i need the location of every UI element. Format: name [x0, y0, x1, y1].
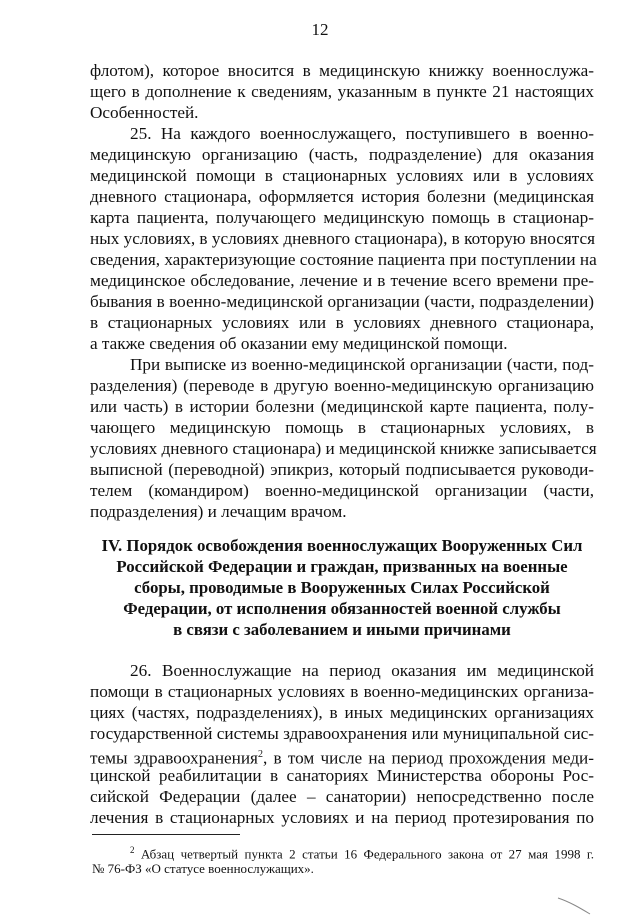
footnote-separator [92, 834, 240, 835]
page-number: 12 [311, 20, 329, 39]
section-heading-line: в связи с заболеванием и иными причинами [173, 620, 511, 639]
text-line: цинской реабилитации в санаториях Министерства обороны Рос- [90, 766, 594, 785]
footnote-line: № 76-ФЗ «О статусе военнослужащих». [92, 861, 314, 876]
footnote-text: Абзац четвертый пункта 2 статьи 16 Федерального закона от 27 мая 1998 г. [134, 846, 594, 862]
section-heading-line: Федерации, от исполнения обязанностей военной службы [123, 599, 561, 618]
text-line: сведения, характеризующие состояние пациента при поступлении на [90, 250, 597, 269]
text-line: бывания в военно-медицинской организации (части, подразделении) [90, 292, 594, 311]
text-line: карта пациента, получающего медицинскую помощь в стационар- [90, 208, 594, 227]
text-line: флотом), которое вносится в медицинскую книжку военнослужа- [90, 61, 594, 80]
text-line: помощи в стационарных условиях в военно-медицинских организа- [90, 682, 594, 701]
text-line: подразделения) и лечащим врачом. [90, 502, 347, 521]
section-heading-line: Российской Федерации и граждан, призванных на военные [116, 557, 568, 576]
text-line: щего в дополнение к сведениям, указанным в пункте 21 настоящих [90, 82, 594, 101]
footnote-mark: 2 [130, 845, 135, 855]
text-line: лечения в стационарных условиях и на период протезирования по [90, 808, 594, 827]
section-heading-line: сборы, проводимые в Вооруженных Силах Российской [134, 578, 550, 597]
section-heading-line: IV. Порядок освобождения военнослужащих Вооруженных Сил [101, 536, 583, 555]
text-line: в стационарных условиях или в условиях дневного стационара, [90, 313, 594, 332]
text-line: При выписке из военно-медицинской организации (части, под- [130, 355, 594, 374]
text-line: а также сведения об оказании ему медицинской помощи. [90, 334, 508, 353]
text-line: Особенностей. [90, 103, 199, 122]
text-line: 26. Военнослужащие на период оказания им медицинской [130, 661, 594, 680]
text-line: ных условиях, в условиях дневного стационара), в которую вносятся [90, 229, 596, 248]
page-curl-mark [556, 896, 596, 916]
text-line: циях (частях, подразделениях), в иных медицинских организациях [90, 703, 594, 722]
text-line: медицинское обследование, лечение и в течение всего времени пре- [90, 271, 594, 290]
text-line: дневного стационара, оформляется история болезни (медицинская [90, 187, 594, 206]
text-line: условиях дневного стационара) и медицинской книжке записывается [90, 439, 597, 458]
text-line: государственной системы здравоохранения или муниципальной сис- [90, 724, 594, 743]
text-segment: , в том числе на период прохождения меди- [262, 748, 594, 768]
text-line: разделения) (переводе в другую военно-медицинскую организацию [90, 376, 594, 395]
text-line: 25. На каждого военнослужащего, поступившего в военно- [130, 124, 594, 143]
text-line: медицинскую организацию (часть, подразделение) для оказания [90, 145, 594, 164]
text-line: телем (командиром) военно-медицинской организации (части, [90, 481, 594, 500]
text-line: выписной (переводной) эпикриз, который подписывается руководи- [90, 460, 594, 479]
text-line: или часть) в истории болезни (медицинской карте пациента, полу- [90, 397, 594, 416]
text-segment: темы здравоохранения [90, 748, 258, 768]
text-line: медицинской помощи в стационарных условиях или в условиях [90, 166, 594, 185]
text-line: сийской Федерации (далее – санатории) непосредственно после [90, 787, 594, 806]
text-line: чающего медицинскую помощь в стационарных условиях, в [90, 418, 594, 437]
footnote-reference: 2 [257, 749, 263, 760]
